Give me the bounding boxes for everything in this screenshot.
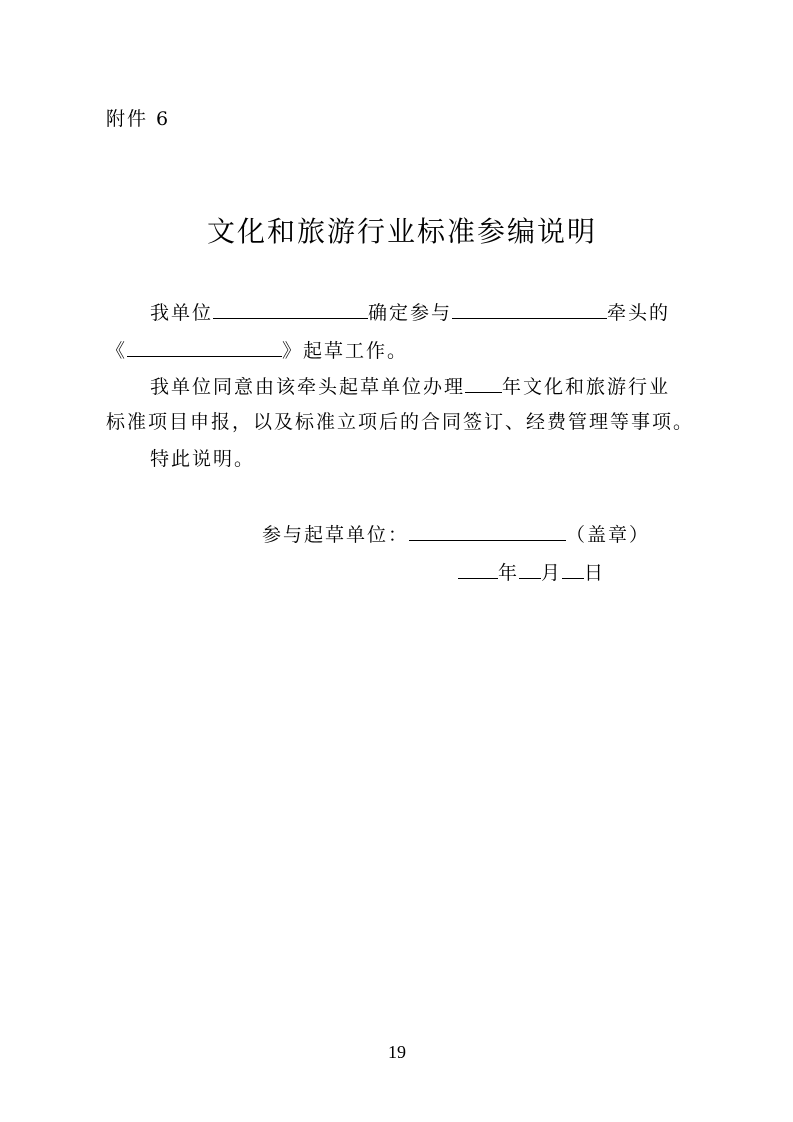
paragraph-text: 》起草工作。 <box>282 340 409 362</box>
paragraph-text: 我单位 <box>150 302 214 324</box>
paragraph-2-line-1 <box>150 374 670 399</box>
signature-label: 参与起草单位： <box>262 524 410 546</box>
paragraph-3: 特此说明。 <box>150 448 256 470</box>
unit-name-blank <box>213 300 368 319</box>
participating-unit-blank <box>409 522 566 541</box>
date-year-label: 年 <box>498 562 520 584</box>
book-title-open-mark: 《 <box>106 340 128 362</box>
paragraph-1-line-1 <box>150 300 670 325</box>
date-line <box>458 560 605 585</box>
paragraph-2-line-2: 标准项目申报，以及标准立项后的合同签订、经费管理等事项。 <box>106 411 695 433</box>
year-blank <box>465 374 502 393</box>
date-year-blank <box>458 560 498 579</box>
date-month-label: 月 <box>541 562 563 584</box>
date-day-blank <box>562 560 584 579</box>
paragraph-text: 我单位同意由该牵头起草单位办理 <box>150 376 466 398</box>
date-month-blank <box>519 560 541 579</box>
document-title: 文化和旅游行业标准参编说明 <box>207 215 598 248</box>
date-day-label: 日 <box>584 562 606 584</box>
signature-line <box>262 522 650 547</box>
paragraph-text: 年文化和旅游行业 <box>502 376 671 398</box>
lead-unit-blank <box>452 300 607 319</box>
seal-note: （盖章） <box>566 524 651 546</box>
paragraph-text: 牵头的 <box>607 302 671 324</box>
page-number: 19 <box>388 1042 406 1062</box>
paragraph-1-line-2 <box>106 338 408 363</box>
attachment-label: 附件 6 <box>106 108 171 130</box>
paragraph-text: 确定参与 <box>368 302 453 324</box>
standard-name-blank <box>127 338 282 357</box>
